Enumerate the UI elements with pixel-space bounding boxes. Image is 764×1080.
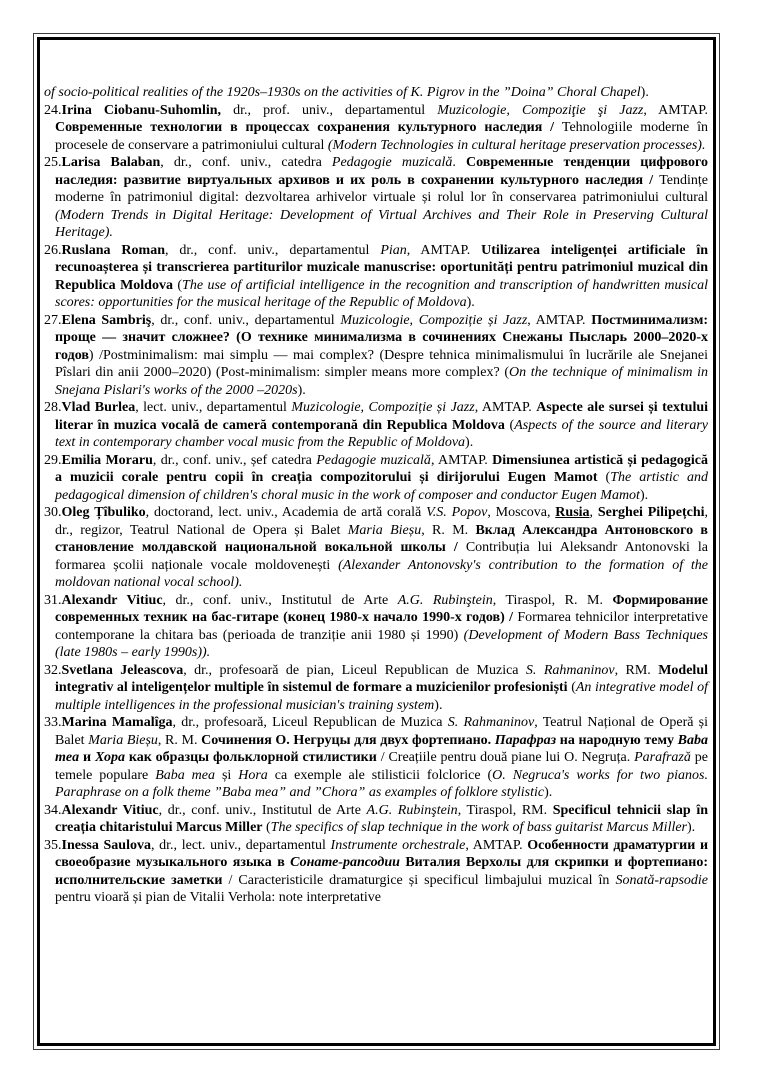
text-segment: (Modern Trends in Digital Heritage: Development of Virtual Archives and Their Role in Preserving Cultural Heritage). <box>55 207 708 240</box>
text-segment: Parafrază <box>634 750 691 765</box>
text-segment: . <box>452 155 466 170</box>
text-segment: Alexandr Vitiuc <box>61 592 163 608</box>
text-segment: Sonată-rapsodie <box>615 872 708 888</box>
text-segment: , dr., profesoară, Liceul Republican de Muzica <box>172 715 448 730</box>
text-segment: Tendințe moderne în patrimoniul digital: dezvoltarea arhivelor virtuale și rolul lor în conservarea patrimoniului cultural <box>55 172 708 205</box>
list-item <box>44 662 708 715</box>
text-segment: как образцы фольклорной стилистики <box>125 750 377 765</box>
text-segment: Особенности драматургии и своеобразие музыкального языка в <box>55 837 709 870</box>
text-segment: Inessa Saulova <box>61 837 151 853</box>
text-segment: , dr., conf. univ., departamentul <box>164 242 381 258</box>
text-segment: ( <box>597 470 611 485</box>
text-segment: ). <box>687 820 696 835</box>
text-segment: , dr., conf. univ., Institutul de Arte <box>158 802 367 818</box>
text-segment: Contribuția lui Aleksandr Antonovski la formarea școlii naționale vocale moldovenești <box>55 540 708 573</box>
text-segment: , doctorand, lect. univ., Academia de artă corală <box>145 505 427 520</box>
text-segment: Specificul tehnicii slap în creația chitaristului Marcus Miller <box>55 802 709 835</box>
text-segment: Irina Ciobanu-Suhomlin, <box>61 102 222 118</box>
text-segment: , lect. univ., departamentul <box>135 400 292 415</box>
text-segment: / Caracteristicile dramaturgice și specificul limbajului muzical în <box>222 872 616 888</box>
text-segment: ca exemple ale stilisticii folclorice ( <box>267 767 493 783</box>
presentation-list <box>44 102 708 907</box>
text-segment: Rusia <box>555 505 590 520</box>
page-border-frame <box>37 37 716 1046</box>
item-number: 29. <box>44 452 62 468</box>
text-segment: dr., prof. univ., departamentul <box>221 102 438 118</box>
text-segment: Muzicologie, Compoziție și Jazz <box>340 312 528 328</box>
text-segment: Muzicologie, Compoziție și Jazz <box>291 400 475 415</box>
text-segment: Pedagogie muzicală <box>316 452 431 468</box>
list-item <box>44 242 708 312</box>
text-segment: Вклад Александра Антоновского в становление молдавской национальной вокальной школы / <box>55 522 708 555</box>
text-segment: Vlad Burlea <box>61 400 136 415</box>
text-segment: , dr., conf. univ., departamentul <box>151 312 341 328</box>
item-number: 32. <box>44 662 62 678</box>
text-segment: ) /Postminimalism: mai simplu — mai complex? (Despre tehnica minimalismului în lucrările ale Snejanei Pîslari din anii 2000–2020) (Post-minimalism: simpler means more complex? ( <box>55 347 708 380</box>
text-segment: Alexandr Vitiuc <box>61 802 159 818</box>
page-content <box>44 84 708 907</box>
text-segment: , RM. <box>614 662 659 678</box>
text-segment: Aspecte ale sursei și textului literar în muzica vocală de cameră contemporană din Republica Moldova <box>55 400 709 433</box>
text-segment: The artistic and pedagogical dimension of children's choral music in the work of composer and conductor Eugen Mamot <box>55 470 708 503</box>
text-segment: , Moscova, <box>487 505 556 520</box>
list-item <box>44 312 708 400</box>
text-segment: Aspects of the source and literary text in contemporary chamber vocal music from the Republic of Moldova <box>55 417 708 450</box>
item-number: 33. <box>44 715 62 730</box>
text-segment: , R. M. <box>157 732 202 748</box>
text-segment: pentru vioară și pian de Vitalii Verhola: note interpretative <box>55 890 381 905</box>
text-segment: ). <box>297 382 306 398</box>
text-segment: Виталия Верхолы для скрипки и фортепиано: исполнительские заметки <box>55 855 708 888</box>
text-segment: , AMTAP. <box>465 837 528 853</box>
text-segment: Современные тенденции цифрового наследия: развитие виртуальных архивов и их роль в сохранении культурного наследия / <box>55 155 708 188</box>
text-segment: Ruslana Roman <box>61 242 165 258</box>
text-segment: , AMTAP. <box>474 400 537 415</box>
text-segment: ). <box>466 295 475 310</box>
text-segment: ). <box>544 785 553 800</box>
item-number: 25. <box>44 155 62 170</box>
text-segment: , Tiraspol, R. M. <box>492 592 613 608</box>
text-segment: The use of artificial intelligence in the recognition and transcription of handwritten musical scores: opportunities for the musical heritage of the Republic of Moldova <box>55 277 708 310</box>
text-segment: , R. M. <box>421 522 476 538</box>
text-segment: pe temele populare <box>55 750 708 783</box>
text-segment: ). <box>465 435 474 450</box>
text-segment: Baba mea <box>55 732 708 765</box>
text-segment: Постминимализм: проще — значит сложнее? (О технике минимализма в сочинениях Снежаны Пысларь 2000–2020-х годов <box>55 312 709 363</box>
text-segment: Hora <box>238 767 268 783</box>
text-segment: ). <box>639 487 649 503</box>
text-segment: S. Rahmaninov <box>447 715 535 730</box>
text-segment: Marina Mamalîga <box>61 715 173 730</box>
text-segment: Larisa Balaban <box>61 155 161 170</box>
text-segment: The specifics of slap technique in the work of bass guitarist Marcus Miller <box>270 820 688 835</box>
text-segment: на народную тему <box>556 732 678 748</box>
item-number: 34. <box>44 802 62 818</box>
text-segment: An integrative model of multiple intelligences in the professional musician's training system <box>55 680 708 713</box>
list-item <box>44 714 708 802</box>
text-segment: Baba mea <box>155 767 216 783</box>
text-segment: , Teatrul Național de Operă și Balet <box>55 715 708 748</box>
text-segment: Emilia Moraru <box>61 452 153 468</box>
text-segment: Парафраз <box>494 732 557 748</box>
text-segment: , AMTAP. <box>430 452 493 468</box>
text-segment: , dr., conf. univ., catedra <box>160 155 332 170</box>
list-item <box>44 504 708 592</box>
text-segment: S. Rahmaninov <box>525 662 615 678</box>
intro-paragraph-fragment <box>44 84 708 102</box>
text-segment: Сонате-рапсодии <box>290 855 400 870</box>
text-segment: ). <box>434 697 443 713</box>
text-segment: Svetlana Jeleascova <box>61 662 184 678</box>
item-number: 35. <box>44 837 62 853</box>
list-item <box>44 102 708 155</box>
text-segment: и <box>79 750 95 765</box>
text-segment: of socio-political realities of the 1920s–1930s on the activities of K. Pigrov in the ”Doina” Choral Chapel <box>44 85 641 100</box>
text-segment: , dr., lect. univ., departamentul <box>150 837 331 853</box>
text-segment: ( <box>172 277 183 293</box>
item-number: 31. <box>44 592 62 608</box>
item-number: 28. <box>44 400 62 415</box>
text-segment: , Tiraspol, RM. <box>457 802 553 818</box>
list-item <box>44 837 708 907</box>
text-segment: V.S. Popov <box>426 505 488 520</box>
text-segment: Elena Sambriş <box>61 312 152 328</box>
text-segment: Хора <box>94 750 125 765</box>
text-segment: Сочинения О. Негруцы для двух фортепиано. <box>201 732 495 748</box>
text-segment: (Modern Technologies in cultural heritage preservation processes). <box>327 137 706 153</box>
list-item <box>44 592 708 662</box>
text-segment: Formarea tehnicilor interpretative contemporane la chitara bas (perioada de tranziție anii 1980 și 1990) <box>55 610 708 643</box>
text-segment: Формирование современных техник на бас-гитаре (конец 1980-х начало 1990-х годов) / <box>55 592 709 625</box>
item-number: 30. <box>44 505 62 520</box>
list-item <box>44 399 708 452</box>
text-segment: , dr., conf. univ., șef catedra <box>152 452 317 468</box>
text-segment: Pian <box>380 242 407 258</box>
text-segment: Tehnologiile moderne în procesele de conservare a patrimoniului cultural <box>55 120 709 153</box>
text-segment: Maria Bieșu <box>88 732 158 748</box>
text-segment: A.G. Rubinştein <box>366 802 458 818</box>
text-segment: , AMTAP. <box>527 312 592 328</box>
text-segment: , dr., profesoară de pian, Liceul Republican de Muzica <box>183 662 526 678</box>
text-segment: (Alexander Antonovsky's contribution to the formation of the moldovan national vocal school). <box>55 557 708 590</box>
text-segment: Instrumente orchestrale <box>330 837 466 853</box>
text-segment: ( <box>504 417 515 433</box>
list-item <box>44 802 708 837</box>
text-segment: ). <box>640 85 649 100</box>
text-segment: , dr., regizor, Teatrul National de Opera și Balet <box>55 505 709 538</box>
text-segment: Dimensiunea artistică și pedagogică a muzicii corale pentru copii în creația compozitorului și dirijorului Eugen Mamot <box>55 452 709 485</box>
text-segment: A.G. Rubinştein <box>397 592 493 608</box>
text-segment: Maria Bieșu <box>347 522 422 538</box>
text-segment: Utilizarea inteligenței artificiale în recunoașterea și transcrierea partiturilor muzicale manuscrise: oportunități pentru patrimoniul muzical din Republica Moldova <box>55 242 708 293</box>
text-segment: O. Negruca's works for two pianos. Paraphrase on a folk theme ”Baba mea” and ”Chora” as examples of folklore stylistic <box>55 767 709 800</box>
text-segment: (Development of Modern Bass Techniques (late 1980s – early 1990s)). <box>55 627 708 660</box>
list-item <box>44 452 708 505</box>
text-segment: , dr., conf. univ., Institutul de Arte <box>162 592 398 608</box>
item-number: 24. <box>44 102 62 118</box>
text-segment: Oleg Țîbuliko <box>61 505 146 520</box>
text-segment: / Creațiile pentru două piane lui O. Negruța. <box>376 750 635 765</box>
text-segment: , AMTAP. <box>406 242 482 258</box>
text-segment: ( <box>262 820 271 835</box>
text-segment: Pedagogie muzicală <box>331 155 453 170</box>
text-segment: , AMTAP. <box>643 102 708 118</box>
item-number: 27. <box>44 312 62 328</box>
text-segment: Modelul integrativ al inteligențelor multiple în sistemul de formare a muzicienilor profesioniști <box>55 662 708 695</box>
item-number: 26. <box>44 242 62 258</box>
text-segment: și <box>215 767 239 783</box>
text-segment: Serghei Pilipețchi <box>597 505 705 520</box>
text-segment: , <box>589 505 598 520</box>
text-segment: Muzicologie, Compoziţie şi Jazz <box>437 102 644 118</box>
text-segment: On the technique of minimalism in Snejana Pislari's works of the 2000 –2020s <box>55 365 708 398</box>
text-segment: Современные технологии в процессах сохранения культурного наследия / <box>55 120 562 135</box>
text-segment: ( <box>567 680 576 695</box>
list-item <box>44 154 708 242</box>
